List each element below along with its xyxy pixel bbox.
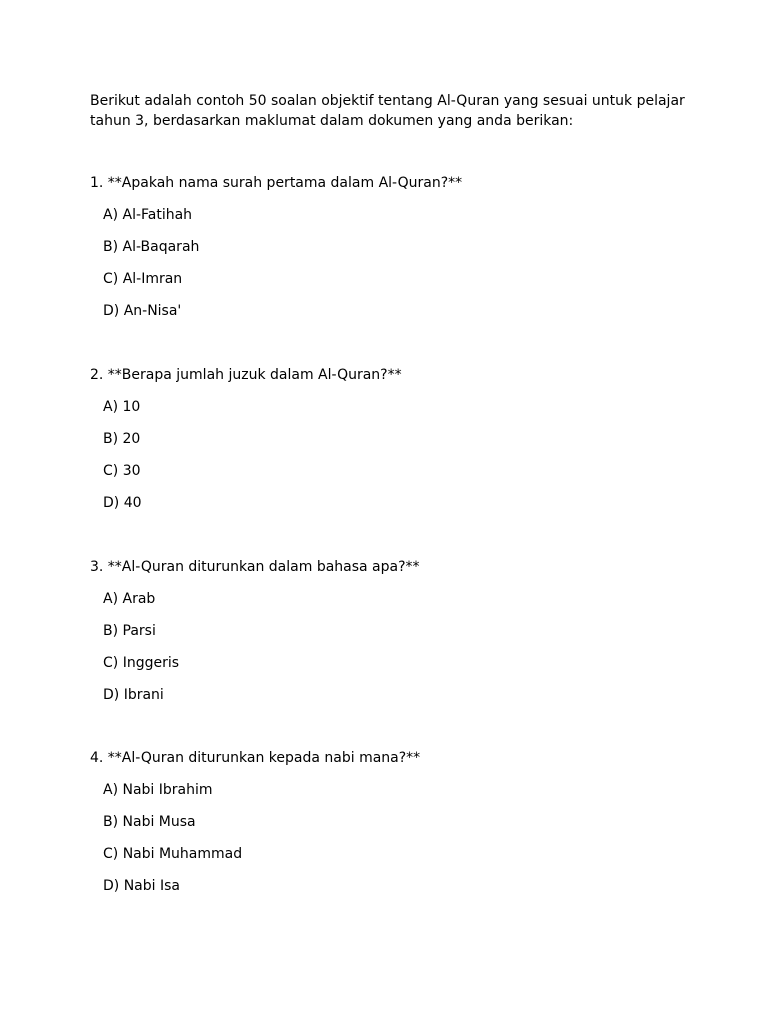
question-block xyxy=(90,748,710,908)
answer-option: D) An-Nisa' xyxy=(103,303,182,319)
question-block xyxy=(90,365,710,525)
question-text: 1. **Apakah nama surah pertama dalam Al-Quran?** xyxy=(90,175,463,191)
intro-paragraph: Berikut adalah contoh 50 soalan objektif tentang Al-Quran yang sesuai untuk pelajar tahun 3, berdasarkan maklumat dalam dokumen yang anda berikan: xyxy=(90,93,685,129)
answer-option: D) Nabi Isa xyxy=(103,878,180,894)
question-text: 4. **Al-Quran diturunkan kepada nabi mana?** xyxy=(90,750,421,766)
answer-option: D) Ibrani xyxy=(103,687,164,703)
question-text: 2. **Berapa jumlah juzuk dalam Al-Quran?** xyxy=(90,367,402,383)
answer-option: D) 40 xyxy=(103,495,142,511)
question-text: 3. **Al-Quran diturunkan dalam bahasa apa?** xyxy=(90,559,420,575)
answer-option: A) Arab xyxy=(103,591,156,607)
answer-option: C) 30 xyxy=(103,463,141,479)
answer-option: B) Nabi Musa xyxy=(103,814,196,830)
answer-option: C) Inggeris xyxy=(103,655,180,671)
answer-option: C) Al-Imran xyxy=(103,271,183,287)
answer-option: A) Nabi Ibrahim xyxy=(103,782,213,798)
answer-option: B) Parsi xyxy=(103,623,156,639)
answer-option: B) 20 xyxy=(103,431,141,447)
answer-option: A) Al-Fatihah xyxy=(103,207,193,223)
answer-option: B) Al-Baqarah xyxy=(103,239,200,255)
answer-option: C) Nabi Muhammad xyxy=(103,846,243,862)
question-block xyxy=(90,173,710,333)
question-block xyxy=(90,557,710,717)
answer-option: A) 10 xyxy=(103,399,141,415)
